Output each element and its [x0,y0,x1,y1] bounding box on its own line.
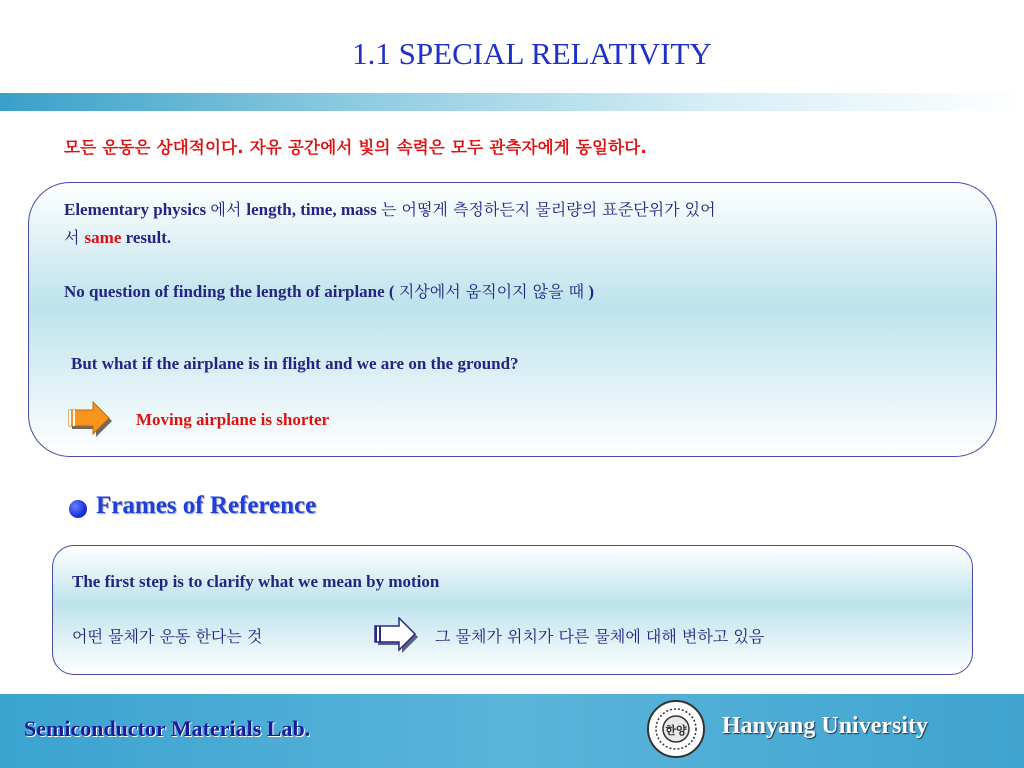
physics-line-1 [64,197,976,223]
bullet-circle-icon [69,500,87,518]
same-emphasis: same [84,228,122,247]
university-seal-icon [646,699,706,759]
airplane-answer: Moving airplane is shorter [136,410,330,429]
physics-line-1-ko-2: 는 어떻게 측정하든지 물리량의 표준단위가 있어 [380,200,716,219]
physics-line-2-ko: 서 [64,228,85,247]
university-name: Hanyang University [722,713,929,739]
lab-name: Semiconductor Materials Lab. [24,716,311,741]
airplane-question: But what if the airplane is in flight and we are on the ground? [71,354,519,373]
section-heading: Frames of Reference [96,492,317,519]
motion-box [52,545,973,675]
physics-line-1-quantities: length, time, mass [246,200,381,219]
intro-statement: 모든 운동은 상대적이다. 자유 공간에서 빛의 속력은 모두 관측자에게 동일하다. [64,138,647,157]
physics-line-3-close: ) [584,282,595,301]
physics-line-2-en: result. [121,228,172,247]
physics-line-3 [64,279,594,305]
physics-line-1-en: Elementary physics [64,200,211,219]
physics-line-1-ko: 에서 [210,200,247,219]
motion-line-1: The first step is to clarify what we mean by motion [72,572,440,591]
seal-text: 한양 [665,724,687,737]
header-band [0,93,1024,111]
physics-line-3-en: No question of finding the length of airplane ( [64,282,399,301]
physics-line-3-ko: 지상에서 움직이지 않을 때 [398,282,585,301]
motion-definition-left: 어떤 물체가 운동 한다는 것 [72,627,263,646]
slide-title: 1.1 SPECIAL RELATIVITY [352,36,712,71]
right-arrow-icon [66,401,114,441]
physics-line-2 [64,225,171,251]
right-arrow-icon [372,617,420,657]
motion-definition-right: 그 물체가 위치가 다른 물체에 대해 변하고 있음 [435,627,765,646]
